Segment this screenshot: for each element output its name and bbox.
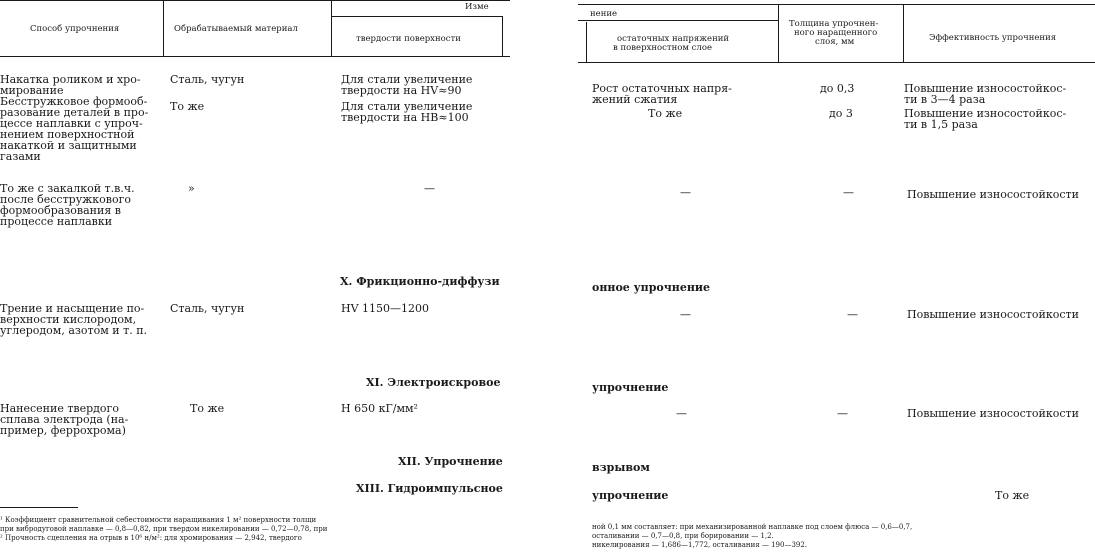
row-method: цессе наплавки с упроч- bbox=[0, 117, 143, 130]
row-effect: Повышение износостойкости bbox=[907, 188, 1079, 201]
row-method: мирование bbox=[0, 84, 64, 97]
header-hardness: твердости поверхности bbox=[356, 34, 461, 44]
row-method: нением поверхностной bbox=[0, 128, 135, 141]
row-thickness: — bbox=[843, 186, 854, 199]
footnote: никелирования — 1,686—1,772, осталивания — 190—392. bbox=[592, 541, 808, 549]
row-effect: ти в 1,5 раза bbox=[904, 118, 978, 131]
row-effect: Повышение износостойкости bbox=[907, 308, 1079, 321]
header-top-rule bbox=[578, 4, 1095, 5]
page-gutter bbox=[515, 0, 575, 559]
row-material: То же bbox=[190, 402, 225, 415]
row-method: после бесстружкового bbox=[0, 193, 131, 206]
row-residual: жений сжатия bbox=[592, 93, 678, 106]
row-effect: То же bbox=[995, 489, 1030, 502]
header-bottom-rule bbox=[0, 56, 510, 57]
header-residual: остаточных напряжений bbox=[617, 34, 730, 44]
row-residual: — bbox=[680, 186, 691, 199]
row-method: газами bbox=[0, 150, 41, 163]
row-method: накаткой и защитными bbox=[0, 139, 137, 152]
row-material: Сталь, чугун bbox=[170, 302, 245, 315]
header-top-rule bbox=[0, 0, 510, 1]
row-effect: Повышение износостойкости bbox=[907, 407, 1079, 420]
section-heading: XI. Электроискровое bbox=[366, 376, 501, 389]
header-thickness: Толщина упрочнен- bbox=[789, 19, 879, 29]
row-method: Трение и насыщение по- bbox=[0, 302, 145, 315]
footnote: осталивании — 0,7—0,8, при борировании — 1,2. bbox=[592, 532, 774, 540]
header-thickness: ного наращенного bbox=[794, 28, 878, 38]
row-method: То же с закалкой т.в.ч. bbox=[0, 182, 135, 195]
row-effect: Повышение износостойкос- bbox=[904, 107, 1067, 120]
row-thickness: до 0,3 bbox=[820, 82, 855, 95]
row-thickness: — bbox=[837, 407, 848, 420]
row-effect: Повышение износостойкос- bbox=[904, 82, 1067, 95]
row-residual: Рост остаточных напря- bbox=[592, 82, 732, 95]
row-method: углеродом, азотом и т. п. bbox=[0, 324, 148, 337]
row-effect: ти в 3—4 раза bbox=[904, 93, 986, 106]
header-bottom-rule bbox=[578, 62, 1095, 63]
header-effect: Эффективность упрочнения bbox=[929, 33, 1057, 43]
footnote: ² Прочность сцепления на отрыв в 10⁶ н/м²: для хромирования — 2,942, твердого bbox=[0, 534, 302, 542]
row-thickness: до 3 bbox=[829, 107, 853, 120]
section-heading: онное упрочнение bbox=[592, 281, 711, 294]
section-heading: упрочнение bbox=[592, 489, 669, 502]
row-thickness: — bbox=[847, 308, 858, 321]
row-hardness: Для стали увеличение bbox=[341, 100, 473, 113]
header-material: Обрабатываемый материал bbox=[174, 24, 298, 34]
row-method: процессе наплавки bbox=[0, 215, 113, 228]
row-method: разование деталей в про- bbox=[0, 106, 149, 119]
footnote: ной 0,1 мм составляет: при механизированной наплавке под слоем флюса — 0,6—0,7, bbox=[592, 523, 913, 531]
row-material: Сталь, чугун bbox=[170, 73, 245, 86]
footnote: ¹ Коэффициент сравнительной себестоимости наращивания 1 м² поверхности толщи bbox=[0, 516, 317, 524]
row-method: Накатка роликом и хро- bbox=[0, 73, 141, 86]
section-heading: XII. Упрочнение bbox=[398, 455, 503, 468]
header-method: Способ упрочнения bbox=[30, 24, 120, 34]
header-sub-rule bbox=[578, 20, 778, 21]
row-method: Нанесение твердого bbox=[0, 402, 119, 415]
footnote: при вибродуговой наплавке — 0,8—0,82, при твердом никелировании — 0,72—0,78, при bbox=[0, 525, 328, 533]
header-col-divider bbox=[163, 0, 164, 56]
section-heading: X. Фрикционно-диффузи bbox=[340, 275, 500, 288]
section-heading: взрывом bbox=[592, 461, 650, 474]
row-hardness: Для стали увеличение bbox=[341, 73, 473, 86]
row-method: сплава электрода (на- bbox=[0, 413, 129, 426]
row-material: » bbox=[188, 182, 195, 195]
row-hardness: HV 1150—1200 bbox=[341, 302, 430, 315]
row-hardness: H 650 кГ/мм² bbox=[341, 402, 418, 415]
row-material: То же bbox=[170, 100, 205, 113]
row-hardness: твердости на HV≈90 bbox=[341, 84, 462, 97]
row-hardness: твердости на HB≈100 bbox=[341, 111, 469, 124]
row-method: пример, феррохрома) bbox=[0, 424, 126, 437]
row-residual: — bbox=[676, 407, 687, 420]
header-col-divider bbox=[778, 4, 779, 62]
header-residual: в поверхностном слое bbox=[613, 43, 712, 53]
row-method: формообразования в bbox=[0, 204, 121, 217]
section-heading: XIII. Гидроимпульсное bbox=[356, 482, 503, 495]
row-hardness: — bbox=[424, 182, 435, 195]
header-change-cont: нение bbox=[590, 9, 618, 19]
header-col-divider bbox=[903, 4, 904, 62]
header-col-divider bbox=[586, 22, 587, 62]
row-residual: — bbox=[680, 308, 691, 321]
row-residual: То же bbox=[648, 107, 683, 120]
footnote-rule bbox=[0, 507, 78, 508]
row-method: Бесстружковое формооб- bbox=[0, 95, 148, 108]
header-sub-rule bbox=[331, 16, 503, 17]
header-thickness: слоя, мм bbox=[815, 37, 855, 47]
section-heading: упрочнение bbox=[592, 381, 669, 394]
header-change: Изме bbox=[465, 2, 489, 12]
header-col-divider bbox=[502, 16, 503, 56]
row-method: верхности кислородом, bbox=[0, 313, 137, 326]
header-col-divider bbox=[331, 0, 332, 56]
